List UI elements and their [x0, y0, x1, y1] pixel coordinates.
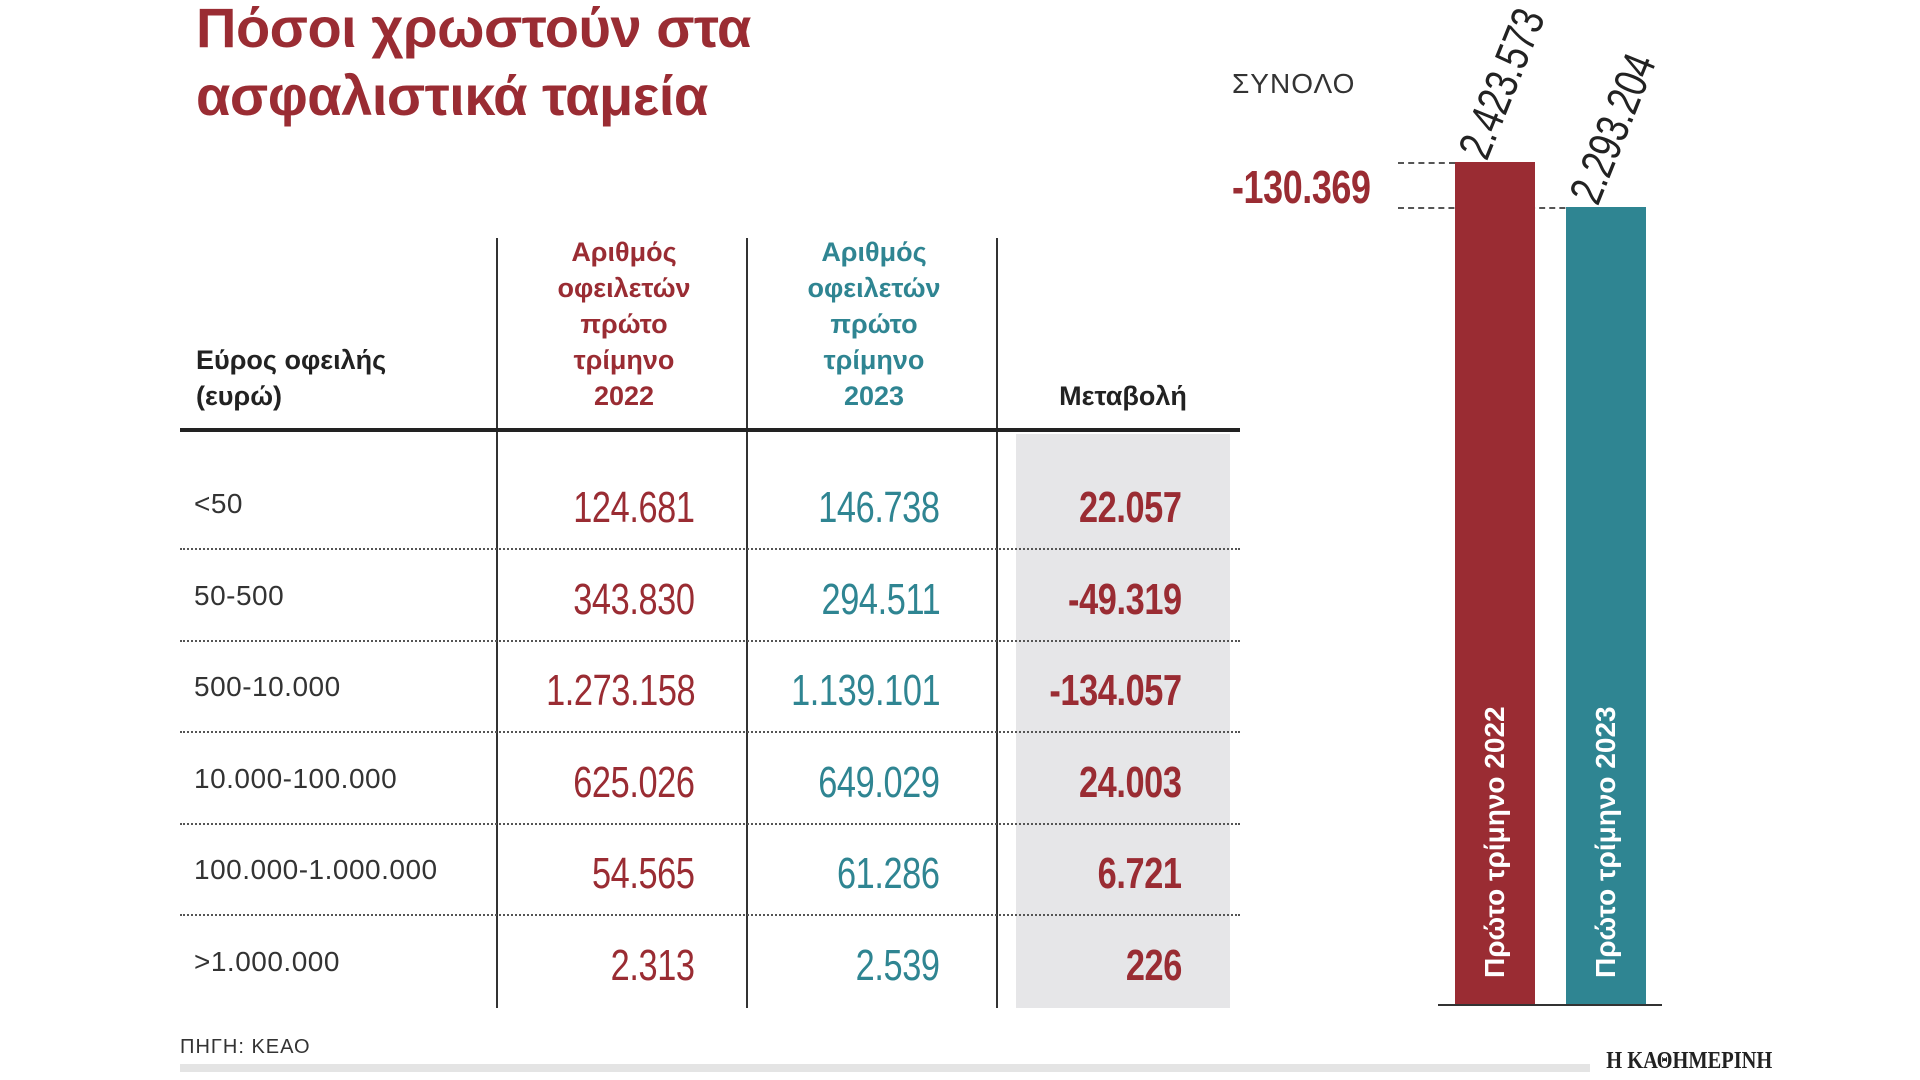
- header-range-line: (ευρώ): [196, 381, 283, 411]
- footer-bar: [180, 1064, 1590, 1072]
- row-separator: [180, 823, 1240, 825]
- header-range: [196, 342, 386, 414]
- header-2023-line: οφειλετών: [807, 273, 941, 303]
- header-2022-line: 2022: [593, 381, 655, 411]
- header-2022-line: τρίμηνο: [573, 345, 675, 375]
- header-2022-line: Αριθμός: [571, 237, 677, 267]
- value-change: 24.003: [1079, 758, 1182, 807]
- header-2022-line: πρώτο: [580, 309, 668, 339]
- cell-change: [1036, 575, 1182, 624]
- cell-range: 10.000-100.000: [194, 763, 398, 794]
- row-separator: [180, 640, 1240, 642]
- cell-range: 500-10.000: [194, 671, 341, 702]
- value-2022: 343.830: [573, 575, 695, 624]
- value-2022: 1.273.158: [545, 666, 695, 715]
- column-divider: [996, 238, 998, 1008]
- cell-2022: [539, 758, 695, 807]
- cell-2023: [832, 941, 940, 990]
- cell-2023: [749, 666, 940, 715]
- header-2023-line: τρίμηνο: [823, 345, 925, 375]
- chart-baseline: [1438, 1004, 1662, 1006]
- value-2023: 61.286: [837, 849, 940, 898]
- value-change: -49.319: [1068, 575, 1182, 624]
- value-change: 6.721: [1098, 849, 1182, 898]
- value-2023: 1.139.101: [790, 666, 940, 715]
- dash-2022: [1398, 162, 1455, 164]
- total-difference-value: -130.369: [1232, 161, 1371, 213]
- value-change: 22.057: [1079, 483, 1182, 532]
- value-2022: 54.565: [592, 849, 695, 898]
- cell-change: [1012, 666, 1182, 715]
- brand-logo: Η ΚΑΘΗΜΕΡΙΝΗ: [1606, 1048, 1772, 1074]
- cell-2022: [587, 941, 695, 990]
- cell-range: >1.000.000: [194, 946, 340, 977]
- cell-2023: [808, 849, 940, 898]
- cell-range: <50: [194, 488, 243, 519]
- value-change: 226: [1125, 941, 1182, 990]
- row-separator: [180, 914, 1240, 916]
- header-2023-line: πρώτο: [830, 309, 918, 339]
- cell-range: 50-500: [194, 580, 285, 611]
- value-2022: 2.313: [611, 941, 695, 990]
- row-separator: [180, 731, 1240, 733]
- value-2023: 294.511: [821, 575, 940, 624]
- value-label-text: 2.423.573: [1447, 1, 1555, 166]
- header-range-line: Εύρος οφειλής: [196, 345, 387, 375]
- value-2023: 649.029: [818, 758, 940, 807]
- cell-change: [1050, 483, 1182, 532]
- cell-2022: [504, 666, 695, 715]
- cell-change: [1050, 758, 1182, 807]
- header-2022-line: οφειλετών: [557, 273, 691, 303]
- bar-label-2023: Πρώτο τρίμηνο 2023: [1590, 706, 1621, 978]
- header-change: Μεταβολή: [1059, 381, 1187, 411]
- page-title: Πόσοι χρωστούν στα ασφαλιστικά ταμεία: [196, 0, 751, 127]
- cell-range: 100.000-1.000.000: [194, 854, 438, 885]
- value-change: -134.057: [1049, 666, 1182, 715]
- header-2023-line: Αριθμός: [821, 237, 927, 267]
- cell-2023: [784, 483, 940, 532]
- cell-change: [1110, 941, 1182, 990]
- cell-2022: [539, 483, 695, 532]
- bar-label-2022: Πρώτο τρίμηνο 2022: [1479, 706, 1510, 978]
- value-2022: 124.681: [573, 483, 695, 532]
- cell-2023: [784, 758, 940, 807]
- source-note: ΠΗΓΗ: ΚΕΑΟ: [180, 1036, 311, 1058]
- total-difference: [1232, 160, 1410, 214]
- cell-2022: [539, 575, 695, 624]
- header-2022: [506, 234, 742, 414]
- cell-change: [1074, 849, 1182, 898]
- value-label-2022: [1447, 0, 1572, 166]
- header-2023: [756, 234, 992, 414]
- cell-2023: [788, 575, 940, 624]
- cell-2022: [563, 849, 695, 898]
- value-2023: 2.539: [856, 941, 940, 990]
- header-2023-line: 2023: [843, 381, 905, 411]
- header-rule: [180, 428, 1240, 432]
- column-divider: [746, 238, 748, 1008]
- value-2023: 146.738: [818, 483, 940, 532]
- column-divider: [496, 238, 498, 1008]
- value-label-text: 2.293.204: [1558, 46, 1666, 211]
- row-separator: [180, 548, 1240, 550]
- value-label-2023: [1558, 5, 1683, 211]
- total-label: ΣΥΝΟΛΟ: [1232, 68, 1356, 99]
- value-2022: 625.026: [573, 758, 695, 807]
